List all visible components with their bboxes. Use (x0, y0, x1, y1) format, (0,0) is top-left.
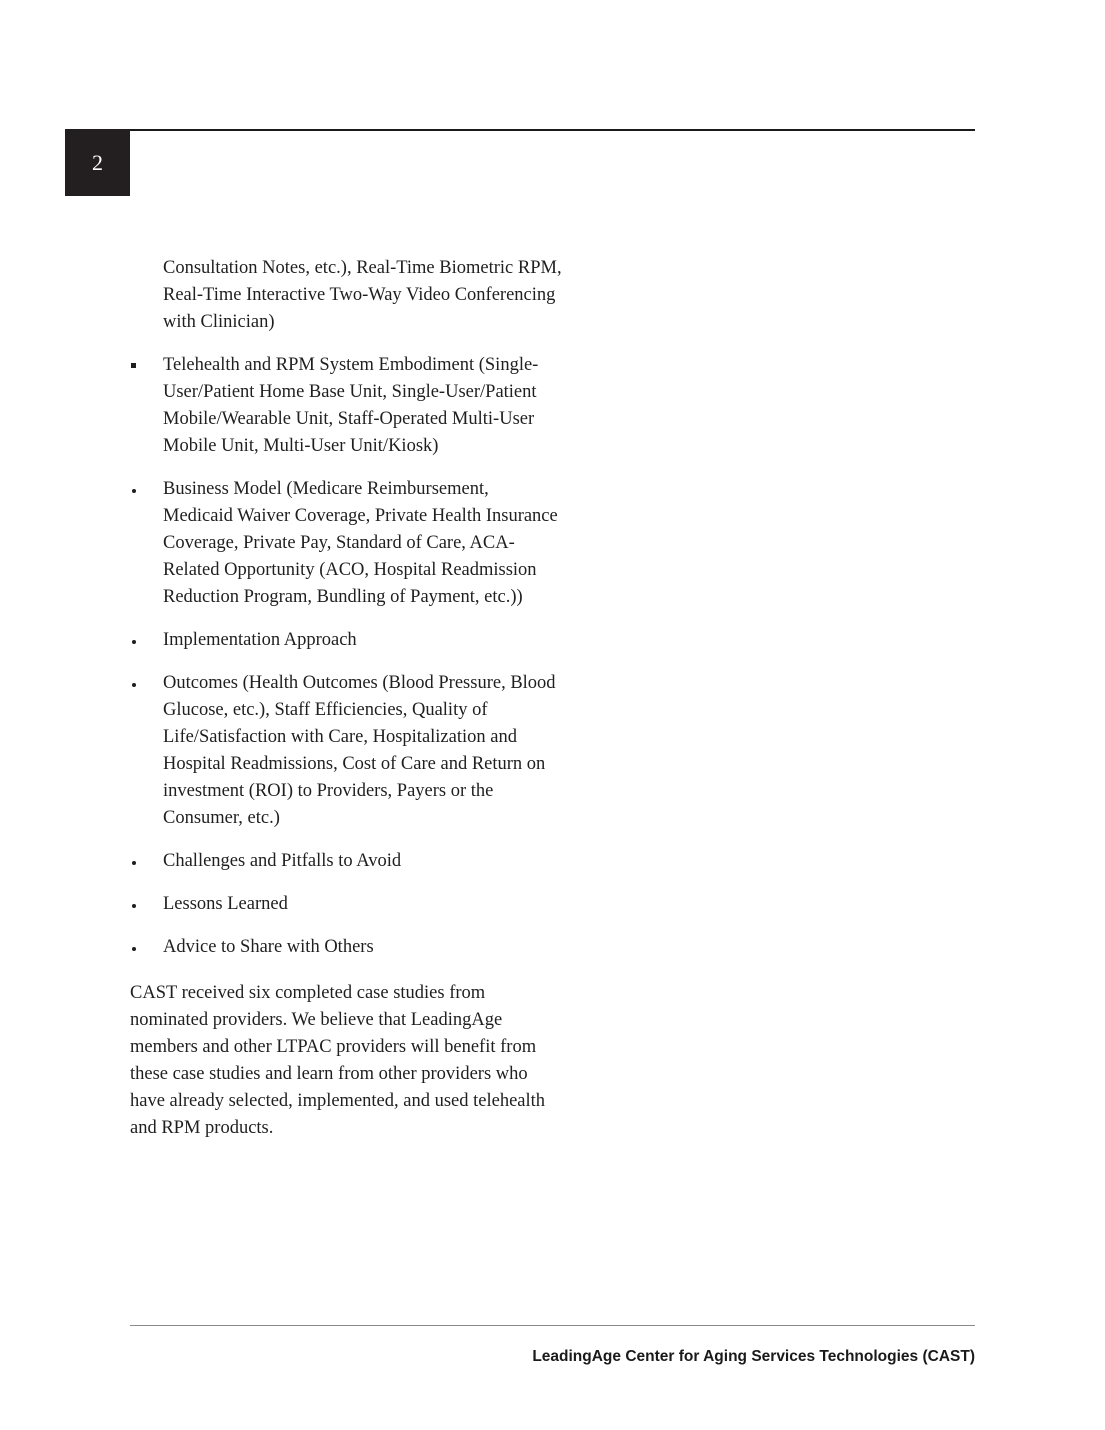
list-item (130, 476, 563, 611)
dot-bullet-icon (132, 683, 136, 687)
dot-bullet-icon (132, 904, 136, 908)
list-item (130, 848, 563, 875)
bullet-list (130, 352, 560, 961)
dot-bullet-icon (132, 640, 136, 644)
list-item (130, 352, 563, 460)
page-number: 2 (65, 129, 130, 196)
list-item-text: Advice to Share with Others (163, 937, 374, 957)
header-rule (130, 129, 975, 131)
continued-list-item: Consultation Notes, etc.), Real-Time Biometric RPM, Real-Time Interactive Two-Way Video Conferencing with Clinician) (163, 258, 562, 332)
dot-bullet-icon (132, 489, 136, 493)
footer-rule (130, 1325, 975, 1326)
footer-text: LeadingAge Center for Aging Services Technologies (CAST) (532, 1348, 975, 1365)
list-item (130, 891, 563, 918)
list-item (130, 934, 563, 961)
list-item (130, 670, 563, 832)
list-item-text: Lessons Learned (163, 894, 288, 914)
list-item-text: Implementation Approach (163, 630, 357, 650)
square-bullet-icon (131, 363, 136, 368)
dot-bullet-icon (132, 861, 136, 865)
list-item-text: Outcomes (Health Outcomes (Blood Pressure, Blood Glucose, etc.), Staff Efficiencies, Quality of Life/Satisfaction with Care, Hospitalization and Hospital Readmissions, Cost of Care and Return on investment (ROI) to Providers, Payers or the Consumer, etc.) (163, 673, 556, 828)
list-item (130, 627, 563, 654)
body-paragraph: CAST received six completed case studies from nominated providers. We believe that LeadingAge members and other LTPAC providers will benefit from these case studies and learn from other providers who have already selected, implemented, and used telehealth and RPM products. (130, 983, 546, 1138)
body-content (130, 255, 560, 1161)
list-item-text: Telehealth and RPM System Embodiment (Single-User/Patient Home Base Unit, Single-User/Patient Mobile/Wearable Unit, Staff-Operated Multi-User Mobile Unit, Multi-User Unit/Kiosk) (163, 355, 539, 456)
dot-bullet-icon (132, 947, 136, 951)
list-item-text: Business Model (Medicare Reimbursement, Medicaid Waiver Coverage, Private Health Insurance Coverage, Private Pay, Standard of Care, ACA-Related Opportunity (ACO, Hospital Readmission Reduction Program, Bundling of Payment, etc.)) (163, 479, 558, 607)
list-item-text: Challenges and Pitfalls to Avoid (163, 851, 402, 871)
